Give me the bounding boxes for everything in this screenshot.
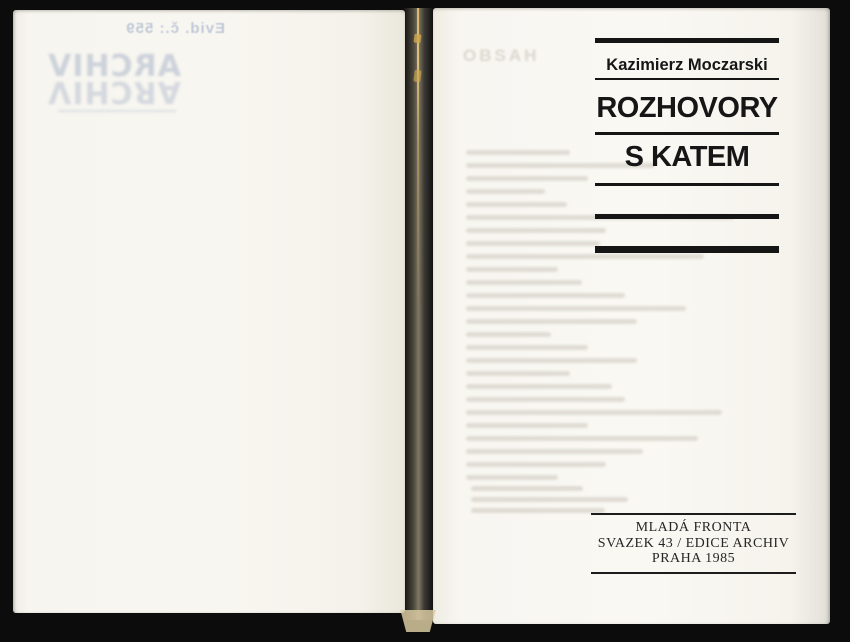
bleed-through-line: [466, 267, 558, 272]
archiv-logo-reflection: ARCHIV: [47, 74, 181, 109]
bleed-through-line: [466, 228, 606, 233]
mirrored-archiv-logo-ghost: [47, 49, 181, 112]
title-block: [595, 38, 779, 253]
publisher-name: MLADÁ FRONTA: [635, 520, 752, 535]
bleed-through-line: [466, 189, 545, 194]
bleed-through-line: [466, 332, 551, 337]
author-name: Kazimierz Moczarski: [606, 56, 768, 74]
bleed-through-line: [466, 150, 570, 155]
bleed-through-line: [466, 397, 625, 402]
bleed-through-line: [466, 436, 698, 441]
bleed-through-line: [466, 384, 612, 389]
bleed-through-line: [466, 254, 704, 259]
book-title-line-2: S KATEM: [624, 141, 750, 173]
decorative-rule-2: [595, 214, 779, 219]
binding-stitch: [413, 70, 422, 83]
bleed-through-line: [466, 358, 637, 363]
bleed-through-line: [466, 423, 588, 428]
bleed-through-line: [471, 497, 628, 502]
left-page: [13, 10, 405, 613]
bleed-through-line: [466, 475, 558, 480]
bleed-through-line: [466, 462, 606, 467]
imprint-box: [591, 513, 796, 574]
book-title-line-1: ROZHOVORY: [596, 92, 778, 124]
right-page: [433, 8, 830, 624]
bleed-through-line: [466, 449, 643, 454]
bleed-through-line: [466, 293, 625, 298]
place-and-year: PRAHA 1985: [651, 551, 736, 566]
imprint-bottom-rule: [591, 572, 796, 574]
mirrored-evidence-stamp: Evid. č.: 559: [125, 20, 225, 37]
bleed-through-obsah-heading: OBSAH: [463, 46, 540, 65]
bleed-through-line: [466, 202, 567, 207]
bleed-through-line: [466, 410, 722, 415]
archiv-logo-underline: [58, 110, 176, 112]
bleed-through-line: [466, 280, 582, 285]
bleed-through-line: [466, 345, 588, 350]
binding-stitch: [413, 34, 421, 44]
bleed-through-line: [466, 371, 570, 376]
bleed-through-line: [466, 319, 637, 324]
binding-gutter: [403, 8, 434, 620]
author-underline-rule: [595, 78, 779, 80]
binding-thread: [417, 8, 419, 308]
bleed-through-line: [466, 241, 600, 246]
title-top-rule: [595, 38, 779, 43]
bleed-through-line: [471, 508, 605, 513]
title-divider-rule: [595, 132, 779, 135]
bleed-through-line: [466, 176, 588, 181]
archiv-logo-text: ARCHIV: [47, 49, 181, 84]
bleed-through-line: [471, 486, 583, 491]
decorative-rule-3: [595, 246, 779, 253]
bleed-through-line: [466, 306, 686, 311]
decorative-rule-1: [595, 183, 779, 186]
series-info: SVAZEK 43 / EDICE ARCHIV: [597, 535, 790, 551]
imprint-text: [591, 515, 796, 572]
